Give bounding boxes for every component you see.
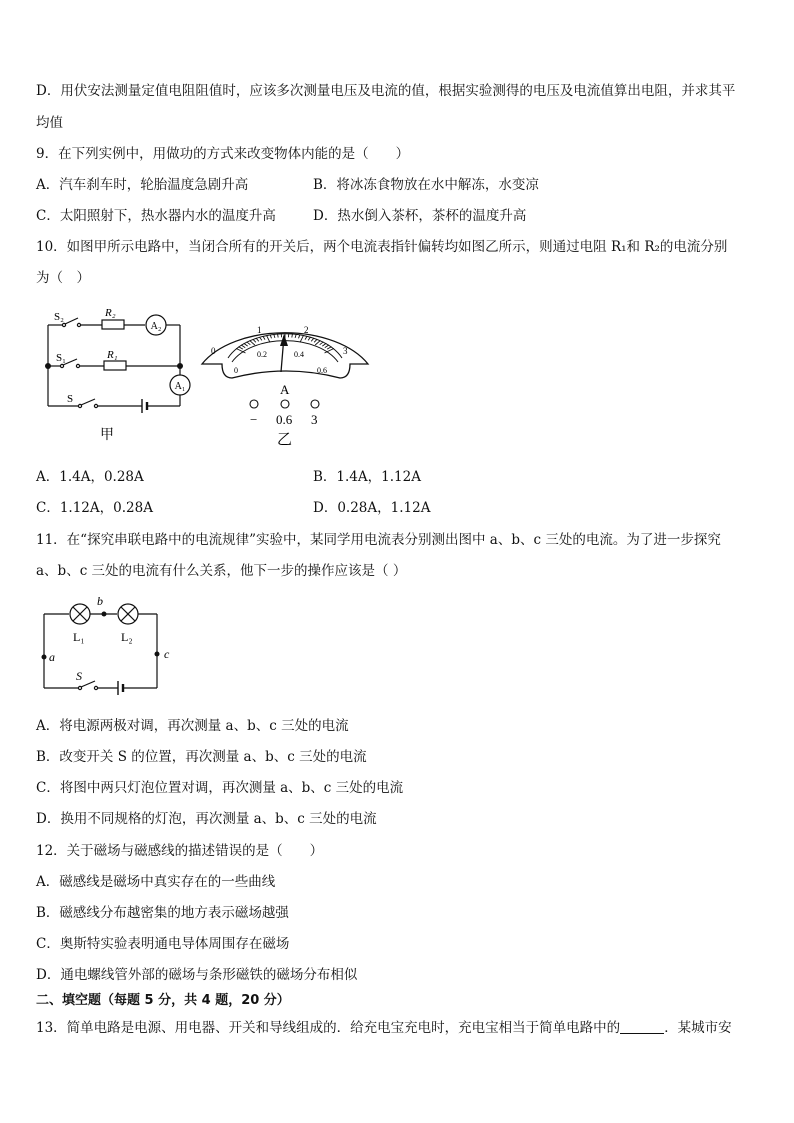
q10-option-d: D．0.28A，1.12A — [313, 500, 431, 516]
label-r1: R₁ — [107, 349, 118, 361]
q10-option-b: B．1.4A，1.12A — [313, 469, 421, 485]
label-a2: A₂ — [150, 321, 162, 332]
q8-option-d-line1: D．用伏安法测量定值电阻阻值时，应该多次测量电压及电流的值，根据实验测得的电压及电流值算出电阻，并求其平 — [36, 83, 736, 99]
q12-option-a: A．磁感线是磁场中真实存在的一些曲线 — [36, 874, 276, 890]
q9-option-d: D．热水倒入茶杯，茶杯的温度升高 — [313, 208, 527, 224]
dial-tick — [305, 336, 307, 340]
label-s1: S₁ — [56, 352, 66, 364]
q12-option-d: D．通电螺线管外部的磁场与条形磁铁的磁场分布相似 — [36, 967, 358, 983]
q11-stem-line2: a、b、c 三处的电流有什么关系，他下一步的操作应该是（ ） — [36, 563, 407, 579]
dial-tick — [311, 338, 314, 341]
q9-stem: 9．在下列实例中，用做功的方式来改变物体内能的是（ ） — [36, 146, 410, 162]
q9-option-a: A．汽车刹车时，轮胎温度急剧升高 — [36, 177, 249, 193]
dial-tick — [259, 337, 262, 340]
terminal-3 — [311, 400, 319, 408]
dial-tick — [238, 347, 243, 350]
tick-top-1: 1 — [257, 325, 262, 335]
lamp-l2-label: L₂ — [121, 630, 133, 644]
point-b-label: b — [97, 594, 103, 608]
label-a1: A₁ — [174, 381, 186, 392]
q9-option-b: B．将冰冻食物放在水中解冻，水变凉 — [313, 177, 539, 193]
dial-tick — [244, 343, 248, 346]
q12-stem: 12．关于磁场与磁感线的描述错误的是（ ） — [36, 843, 324, 859]
dial-tick — [325, 345, 329, 348]
dial-tick — [314, 339, 317, 342]
q12-option-c: C．奥斯特实验表明通电导体周围存在磁场 — [36, 936, 290, 952]
tick-bottom-04: 0.4 — [294, 350, 304, 359]
point-c-label: c — [164, 647, 170, 661]
label-s2: S₂ — [54, 311, 64, 323]
terminal-minus-label: − — [250, 412, 258, 427]
terminal-minus — [250, 400, 258, 408]
dial-tick — [247, 342, 251, 345]
q10-option-c: C．1.12A，0.28A — [36, 500, 153, 516]
switch-s-label: S — [76, 669, 82, 683]
q9-option-c: C．太阳照射下，热水器内水的温度升高 — [36, 208, 276, 224]
unit-label: A — [280, 382, 290, 397]
dial-tick — [308, 337, 311, 340]
q11-option-c: C．将图中两只灯泡位置对调，再次测量 a、b、c 三处的电流 — [36, 780, 404, 796]
q10-ammeter-figure-yi — [200, 298, 372, 450]
q10-option-a: A．1.4A，0.28A — [36, 469, 144, 485]
dial-tick — [327, 347, 332, 350]
dial-tick — [253, 339, 256, 342]
q11-option-b: B．改变开关 S 的位置，再次测量 a、b、c 三处的电流 — [36, 749, 367, 765]
dial-tick — [263, 336, 265, 340]
terminal-06 — [281, 400, 289, 408]
tick-bottom-06: 0.6 — [317, 366, 327, 375]
q13-stem — [36, 1018, 732, 1038]
dial-tick — [300, 335, 304, 342]
caption-yi: 乙 — [277, 432, 293, 448]
q8-option-d-line2: 均值 — [36, 115, 63, 131]
terminal-3-label: 3 — [311, 412, 318, 427]
q10-stem-line2: 为（ ） — [36, 270, 90, 286]
q10-stem-line1: 10．如图甲所示电路中，当闭合所有的开关后，两个电流表指针偏转均如图乙所示，则通过电阻 R₁和 R₂的电流分别 — [36, 239, 728, 255]
dial-tick — [256, 338, 259, 341]
dial-tick — [241, 345, 245, 348]
q11-series-circuit-figure — [36, 592, 186, 702]
dial-tick — [320, 342, 324, 345]
q13-stem-part2: ．某城市安 — [664, 1020, 732, 1036]
q13-answer-blank — [620, 1019, 664, 1034]
terminal-06-label: 0.6 — [276, 412, 293, 427]
q12-option-b: B．磁感线分布越密集的地方表示磁场越强 — [36, 905, 289, 921]
tick-top-0: 0 — [211, 346, 216, 356]
tick-bottom-0: 0 — [234, 366, 238, 375]
label-s: S — [67, 393, 74, 405]
tick-top-2: 2 — [304, 325, 309, 335]
section-title-fill-in: 二、填空题（每题 5 分，共 4 题，20 分） — [36, 993, 290, 1008]
point-a-label: a — [49, 650, 55, 664]
tick-top-3: 3 — [343, 346, 348, 356]
q11-option-d: D．换用不同规格的灯泡，再次测量 a、b、c 三处的电流 — [36, 811, 377, 827]
q11-stem-line1: 11．在“探究串联电路中的电流规律”实验中，某同学用电流表分别测出图中 a、b、c 三处的电流。为了进一步探究 — [36, 532, 721, 548]
caption-jia: 甲 — [100, 428, 114, 443]
q11-option-a: A．将电源两极对调，再次测量 a、b、c 三处的电流 — [36, 718, 349, 734]
q13-stem-part1: 13．简单电路是电源、用电器、开关和导线组成的．给充电宝充电时，充电宝相当于简单电路中的 — [36, 1020, 621, 1036]
lamp-l1-label: L₁ — [73, 630, 85, 644]
dial-tick — [267, 335, 271, 342]
dial-tick — [322, 343, 326, 346]
q10-circuit-figure-jia — [36, 298, 206, 448]
label-r2: R₂ — [105, 307, 116, 319]
tick-bottom-02: 0.2 — [257, 350, 267, 359]
